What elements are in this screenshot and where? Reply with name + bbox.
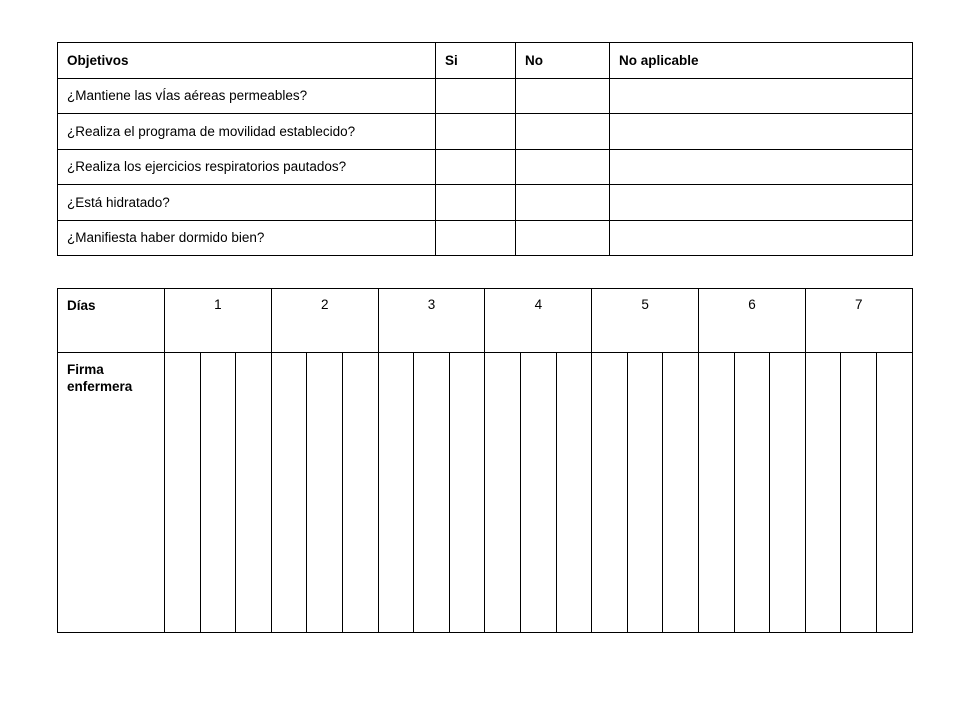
objective-row — [58, 185, 913, 221]
signature-cell[interactable] — [877, 353, 913, 633]
objective-row — [58, 114, 913, 150]
signature-cell[interactable] — [378, 353, 414, 633]
objective-question: ¿Realiza los ejercicios respiratorios pautados? — [58, 149, 436, 185]
answer-no-cell[interactable] — [516, 78, 610, 114]
day-header: 4 — [485, 289, 592, 353]
header-si: Si — [436, 43, 516, 79]
answer-no-aplicable-cell[interactable] — [610, 185, 913, 221]
day-header: 6 — [699, 289, 806, 353]
signature-cell[interactable] — [307, 353, 343, 633]
objectives-table — [57, 42, 913, 256]
answer-no-cell[interactable] — [516, 220, 610, 256]
signature-cell[interactable] — [521, 353, 557, 633]
objectives-header-row — [58, 43, 913, 79]
answer-no-cell[interactable] — [516, 185, 610, 221]
signature-cell[interactable] — [734, 353, 770, 633]
signature-cell[interactable] — [343, 353, 379, 633]
objective-question: ¿Está hidratado? — [58, 185, 436, 221]
signature-cell[interactable] — [200, 353, 236, 633]
day-header: 1 — [165, 289, 272, 353]
signature-cell[interactable] — [236, 353, 272, 633]
signature-cell[interactable] — [663, 353, 699, 633]
objective-question: ¿Mantiene las vÍas aéreas permeables? — [58, 78, 436, 114]
days-label: Días — [58, 289, 165, 353]
objective-row — [58, 78, 913, 114]
day-header: 3 — [378, 289, 485, 353]
days-header-row — [58, 289, 913, 353]
objective-question: ¿Realiza el programa de movilidad establecido? — [58, 114, 436, 150]
signature-cell[interactable] — [699, 353, 735, 633]
answer-no-aplicable-cell[interactable] — [610, 220, 913, 256]
signature-cell[interactable] — [805, 353, 841, 633]
signature-cell[interactable] — [165, 353, 201, 633]
objective-row — [58, 149, 913, 185]
signature-cell[interactable] — [556, 353, 592, 633]
answer-no-aplicable-cell[interactable] — [610, 78, 913, 114]
signature-cell[interactable] — [841, 353, 877, 633]
signature-row — [58, 353, 913, 633]
signature-cell[interactable] — [485, 353, 521, 633]
answer-no-cell[interactable] — [516, 149, 610, 185]
answer-si-cell[interactable] — [436, 78, 516, 114]
answer-si-cell[interactable] — [436, 185, 516, 221]
header-no-aplicable: No aplicable — [610, 43, 913, 79]
day-header: 7 — [805, 289, 912, 353]
header-objetivos: Objetivos — [58, 43, 436, 79]
signature-cell[interactable] — [592, 353, 628, 633]
answer-si-cell[interactable] — [436, 114, 516, 150]
signature-cell[interactable] — [271, 353, 307, 633]
answer-no-aplicable-cell[interactable] — [610, 114, 913, 150]
answer-si-cell[interactable] — [436, 220, 516, 256]
header-no: No — [516, 43, 610, 79]
answer-no-cell[interactable] — [516, 114, 610, 150]
signature-cell[interactable] — [627, 353, 663, 633]
signature-cell[interactable] — [414, 353, 450, 633]
signature-cell[interactable] — [770, 353, 806, 633]
objective-question: ¿Manifiesta haber dormido bien? — [58, 220, 436, 256]
days-signature-table — [57, 288, 913, 633]
signature-cell[interactable] — [449, 353, 485, 633]
answer-no-aplicable-cell[interactable] — [610, 149, 913, 185]
answer-si-cell[interactable] — [436, 149, 516, 185]
day-header: 5 — [592, 289, 699, 353]
signature-label: Firma enfermera — [58, 353, 165, 633]
objective-row — [58, 220, 913, 256]
day-header: 2 — [271, 289, 378, 353]
